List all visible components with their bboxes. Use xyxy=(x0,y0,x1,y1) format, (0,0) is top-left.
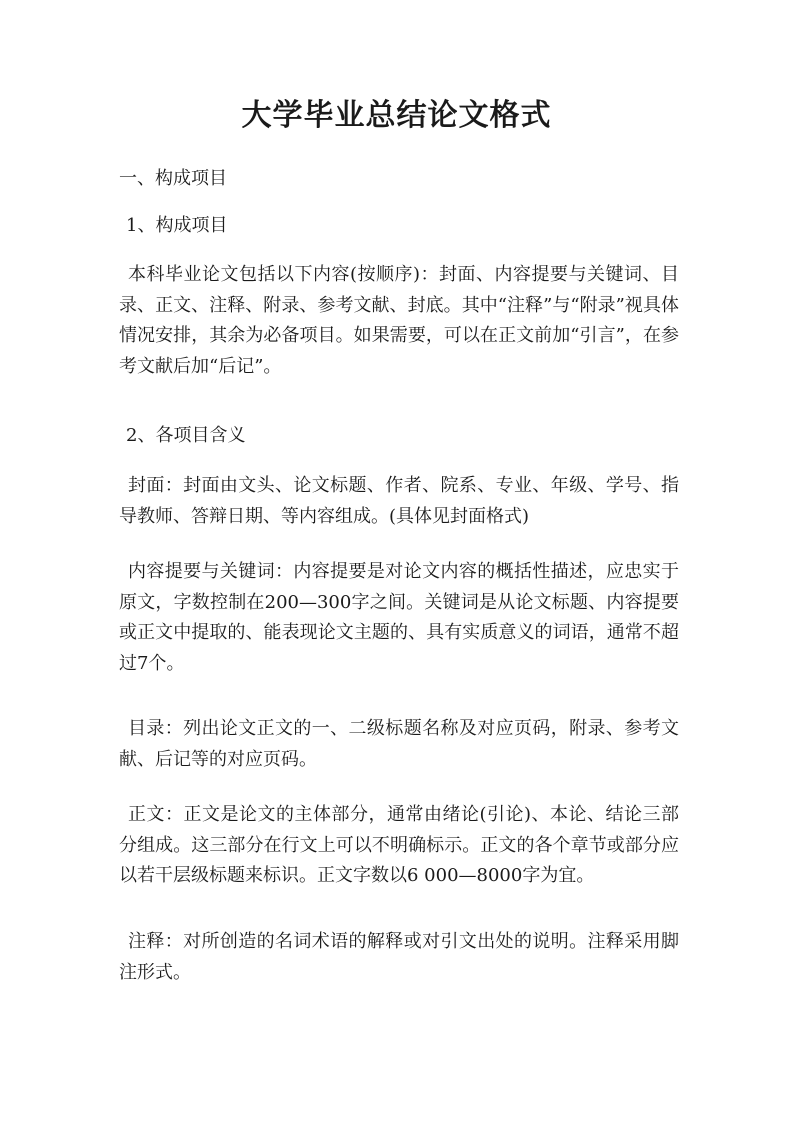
cover-paragraph: 封面：封面由文头、论文标题、作者、院系、专业、年级、学号、指导教师、答辩日期、等内容组成。(具体见封面格式) xyxy=(119,475,679,527)
abstract-keywords-paragraph: 内容提要与关键词：内容提要是对论文内容的概括性描述，应忠实于原文，字数控制在200—300字之间。关键词是从论文标题、内容提要或正文中提取的、能表现论文主题的、具有实质意义的词语，通常不超过7个。 xyxy=(119,561,679,674)
composition-paragraph: 本科毕业论文包括以下内容(按顺序)：封面、内容提要与关键词、目录、正文、注释、附录、参考文献、封底。其中“注释”与“附录”视具体情况安排，其余为必备项目。如果需要，可以在正文前加“引言”，在参考文献后加“后记”。 xyxy=(119,264,679,377)
table-of-contents-paragraph: 目录：列出论文正文的一、二级标题名称及对应页码，附录、参考文献、后记等的对应页码。 xyxy=(119,718,679,770)
subsection-heading-composition: 1、构成项目 xyxy=(126,215,228,236)
notes-paragraph: 注释：对所创造的名词术语的解释或对引文出处的说明。注释采用脚注形式。 xyxy=(119,931,679,983)
section-heading-composition: 一、构成项目 xyxy=(119,168,227,189)
subsection-heading-meaning: 2、各项目含义 xyxy=(126,425,246,446)
document-title: 大学毕业总结论文格式 xyxy=(241,98,552,133)
main-body-paragraph: 正文：正文是论文的主体部分，通常由绪论(引论)、本论、结论三部分组成。这三部分在行文上可以不明确标示。正文的各个章节或部分应以若干层级标题来标识。正文字数以6 000—8000字为宜。 xyxy=(119,804,679,886)
